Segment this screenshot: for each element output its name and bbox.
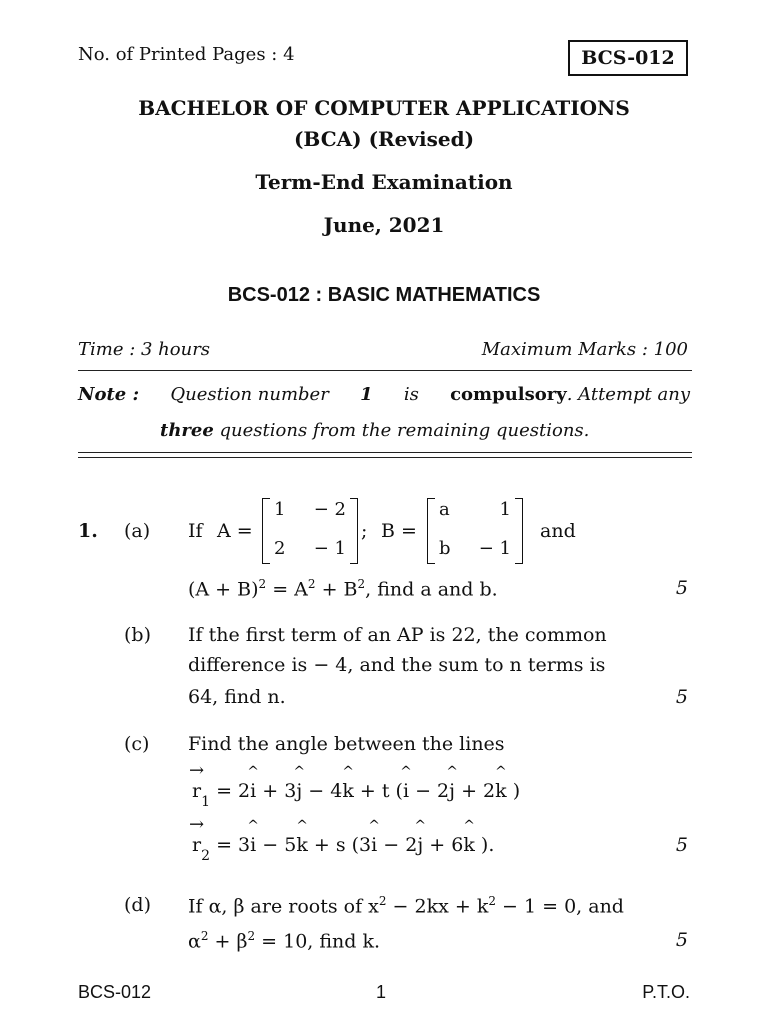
- matrix-b-cell: a: [439, 499, 450, 520]
- double-rule-top: [78, 452, 692, 453]
- part-a-if: If: [188, 520, 203, 542]
- matrix-a: [262, 498, 358, 562]
- divider: [78, 370, 692, 371]
- programme-subtitle: (BCA) (Revised): [293, 127, 475, 151]
- matrix-b-cell: b: [439, 538, 451, 559]
- question-number: 1.: [78, 520, 98, 542]
- part-a-marks: 5: [675, 577, 688, 599]
- note-line-1: Note : Question number 1 is compulsory. Attempt any: [78, 384, 690, 405]
- part-b-line: difference is − 4, and the sum to n terms is: [188, 654, 606, 676]
- part-c-intro: Find the angle between the lines: [188, 733, 505, 755]
- part-a-line2: $(A + B)^2 = A^2 + B^2$, find a and b.: [188, 577, 498, 601]
- matrix-b-label: B =: [381, 520, 417, 542]
- part-b-marks: 5: [675, 686, 688, 708]
- time-allowed: Time : 3 hours: [78, 339, 211, 360]
- subject-title: BCS-012 : BASIC MATHEMATICS: [227, 284, 541, 306]
- printed-pages: No. of Printed Pages : 4: [78, 44, 295, 65]
- part-d-label: (d): [124, 894, 151, 916]
- footer-code: BCS-012: [78, 982, 152, 1002]
- part-b-label: (b): [124, 624, 151, 646]
- line-equation-2: → $r_2 = 3$ ^ i − 5 ^ k + s (3 ^ i − 2 ^ j + 6 ^ k ).: [189, 814, 495, 864]
- note-label: Note :: [78, 384, 140, 405]
- matrix-b-cell: 1: [499, 499, 511, 520]
- part-b-line: 64, find n.: [188, 686, 286, 708]
- part-b-line: If the first term of an AP is 22, the common: [188, 624, 607, 646]
- double-rule-bottom: [78, 457, 692, 458]
- footer-page-number: 1: [376, 982, 387, 1002]
- matrix-a-cell: − 2: [313, 499, 346, 520]
- three-word: three: [160, 420, 214, 441]
- max-marks: Maximum Marks : 100: [481, 339, 688, 360]
- part-a-label: (a): [124, 520, 151, 542]
- matrix-a-label: A =: [217, 520, 253, 542]
- footer-pto: P.T.O.: [642, 982, 690, 1002]
- exam-title: Term-End Examination: [255, 170, 513, 194]
- matrix-a-cell: 2: [274, 538, 286, 559]
- note-line-2: three questions from the remaining questions.: [160, 420, 590, 441]
- matrix-b-cell: − 1: [478, 538, 511, 559]
- exam-date: June, 2021: [323, 213, 445, 237]
- part-c-label: (c): [124, 733, 150, 755]
- part-d-line1: If α, β are roots of $x^2 - 2kx + k^2 - 1 = 0$, and: [188, 894, 624, 918]
- part-d-marks: 5: [675, 929, 688, 951]
- part-c-marks: 5: [675, 834, 688, 856]
- matrix-b: [427, 498, 523, 562]
- compulsory-word: compulsory: [450, 384, 567, 405]
- matrix-a-cell: 1: [274, 499, 286, 520]
- part-d-line2: $\alpha^2 + \beta^2 = 10$, find k.: [188, 929, 381, 953]
- part-a-and: and: [540, 520, 576, 542]
- matrix-separator: ;: [361, 520, 368, 542]
- matrix-a-cell: − 1: [313, 538, 346, 559]
- course-code-box: BCS-012: [568, 40, 688, 76]
- programme-title: BACHELOR OF COMPUTER APPLICATIONS: [138, 96, 630, 120]
- line-equation-1: → $r_1 = 2$ ^ i + 3 ^ j − 4 ^ k + t ( ^ i − 2 ^ j + 2 ^ k ): [189, 760, 521, 810]
